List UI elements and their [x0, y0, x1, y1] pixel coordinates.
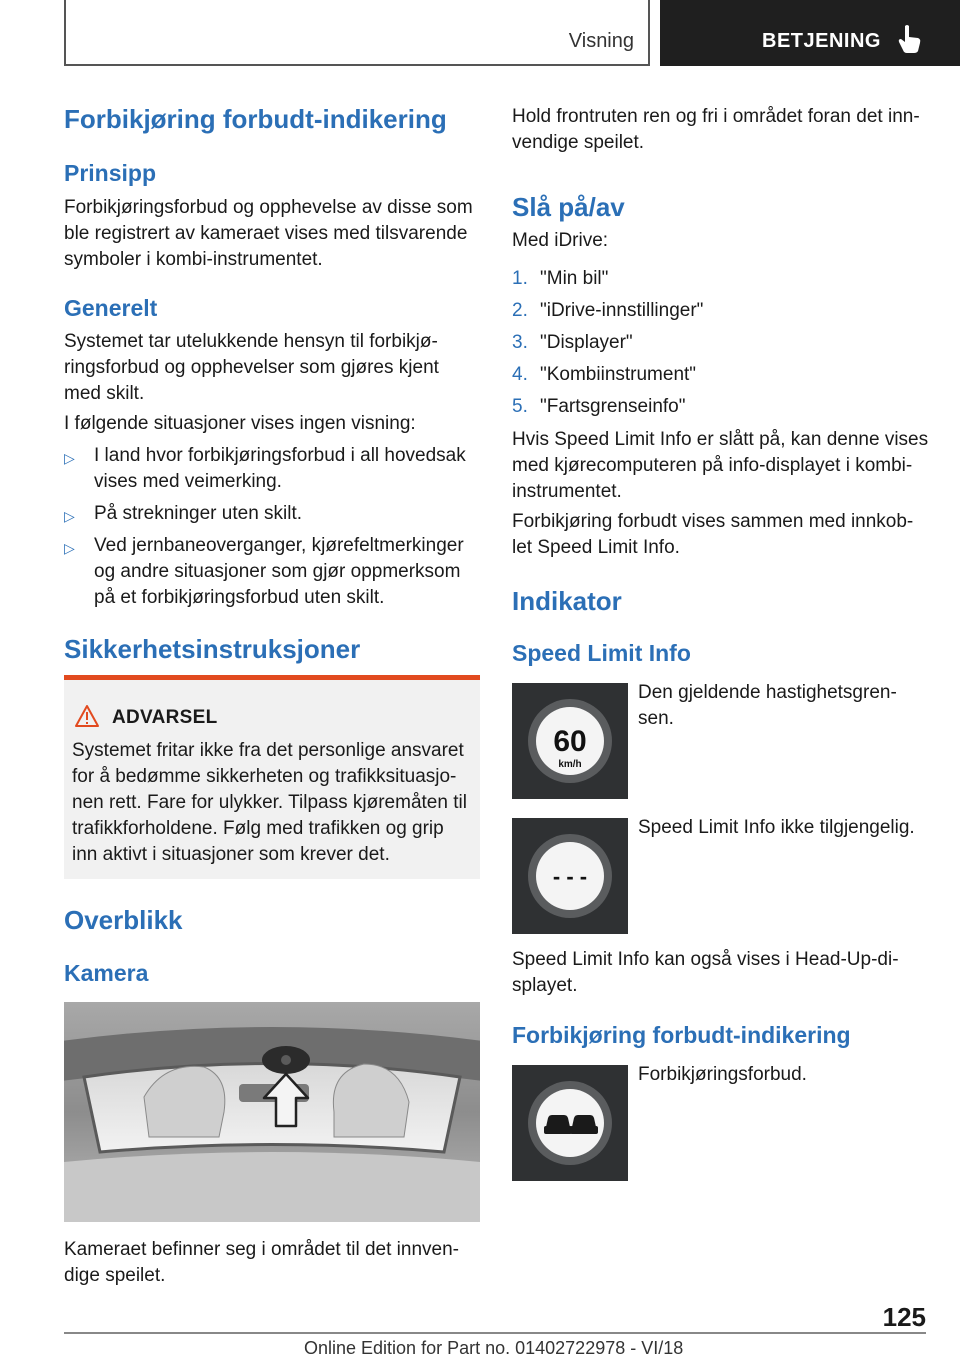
section-label: Visning [568, 30, 634, 52]
prinsipp-text: Forbikjøringsforbud og opphevelse av disse som ble registrert av kameraet vises med tilsvarende symboler i kombi-instrumentet. [64, 197, 473, 270]
page-number: 125 [882, 1302, 926, 1332]
camera-heading: Kamera [64, 960, 149, 986]
triangle-bullet-icon: ▷ [64, 508, 75, 524]
pointing-hand-icon [896, 24, 922, 54]
sign1-description: Den gjeldende hastighetsgren- sen. [638, 682, 897, 729]
list-item: 4. "Kombiinstrument" [512, 364, 697, 385]
unavailable-dashes: - - - [552, 864, 588, 889]
list-item: ▷ Ved jernbaneoverganger, kjørefeltmerkinger og andre situasjoner som gjør oppmerksom på et forbikjøringsforbud uten skilt. [64, 535, 464, 608]
header-frame [64, 0, 650, 66]
no-overtaking-sign-image [512, 1065, 628, 1181]
idrive-label: Med iDrive: [512, 230, 609, 251]
indicator-heading: Indikator [512, 586, 622, 616]
speed-limit-unavailable-image [512, 818, 628, 934]
warning-box [64, 675, 480, 879]
info-text: Hvis Speed Limit Info er slått på, kan denne vises med kjørecomputeren på info-displayet i kombi- instrumentet. [512, 429, 929, 502]
main-title: Forbikjøring forbudt-indikering [64, 104, 447, 134]
list-item: ▷ På strekninger uten skilt. [64, 501, 484, 527]
prinsipp-heading: Prinsipp [64, 160, 157, 186]
edition-note: Online Edition for Part no. 01402722978 - VI/18 [304, 1338, 684, 1358]
triangle-bullet-icon: ▷ [64, 450, 75, 466]
list-item: ▷ I land hvor forbikjøringsforbud i all hovedsak vises med veimerking. [64, 445, 466, 492]
list-item: 5. "Fartsgrenseinfo" [512, 396, 686, 417]
camera-location-image [64, 1002, 480, 1222]
chapter-tab-label: BETJENING [762, 30, 881, 52]
generelt-heading: Generelt [64, 295, 158, 321]
warning-title: ADVARSEL [112, 707, 218, 728]
generelt-text: Systemet tar utelukkende hensyn til forbikjø- ringsforbud og opphevelser som gjøres kjent med skilt. [64, 331, 439, 404]
triangle-bullet-icon: ▷ [64, 540, 75, 556]
chapter-tab[interactable] [660, 0, 960, 66]
situations-intro: I følgende situasjoner vises ingen visning: [64, 413, 416, 434]
sign2-description: Speed Limit Info ikke tilgjengelig. [638, 817, 915, 838]
list-item: 2. "iDrive-innstillinger" [512, 300, 704, 321]
no-overtake-heading: Forbikjøring forbudt-indikering [512, 1022, 851, 1048]
camera-caption: Kameraet befinner seg i området til det innven- dige speilet. [64, 1239, 459, 1286]
list-item: 1. "Min bil" [512, 268, 609, 289]
safety-heading: Sikkerhetsinstruksjoner [64, 634, 361, 664]
speed-limit-sign-image [512, 683, 628, 799]
warning-triangle-icon [74, 704, 100, 728]
overtake-text: Forbikjøring forbudt vises sammen med innkob- let Speed Limit Info. [512, 511, 914, 558]
footer-divider [64, 1332, 926, 1334]
speed-value: 60 [553, 725, 587, 758]
hud-text: Speed Limit Info kan også vises i Head-Up-di- splayet. [512, 949, 899, 996]
overview-heading: Overblikk [64, 905, 183, 935]
sli-heading: Speed Limit Info [512, 640, 691, 666]
warning-text: Systemet fritar ikke fra det personlige ansvaret for å bedømme sikkerheten og trafikksituasjo- nen rett. Fare for ulykker. Tilpass kjøremåten til trafikkforholdene. Følg med trafikken og grip inn aktivt i situasjoner som krever det. [72, 740, 467, 865]
sign3-description: Forbikjøringsforbud. [638, 1064, 807, 1085]
onoff-heading: Slå på/av [512, 192, 625, 222]
list-item: 3. "Displayer" [512, 332, 633, 353]
intro-text: Hold frontruten ren og fri i området foran det inn- vendige speilet. [512, 106, 920, 153]
speed-unit: km/h [558, 759, 582, 770]
